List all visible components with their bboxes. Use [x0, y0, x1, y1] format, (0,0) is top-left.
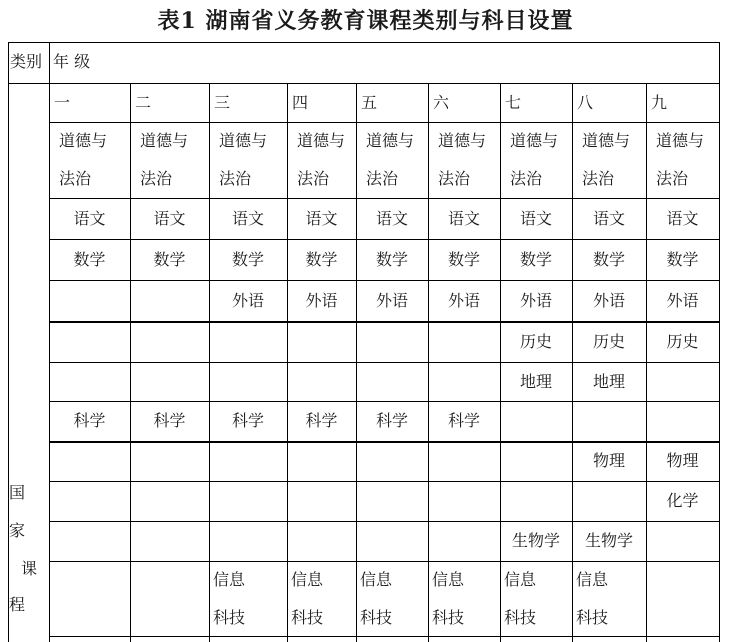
subject-cell: 物理	[666, 451, 699, 470]
category-divider	[49, 42, 50, 642]
subject-cell: 外语	[375, 291, 408, 310]
subject-cell: 化学	[666, 491, 699, 510]
subject-cell: 数学	[447, 250, 480, 269]
subject-cell: 信息 科技	[432, 570, 465, 627]
subject-cell: 语文	[666, 209, 699, 228]
row-divider	[49, 441, 720, 443]
subject-cell: 道德与 法治	[582, 131, 631, 188]
subject-cell: 信息 科技	[291, 570, 324, 627]
grade-header: 八	[577, 93, 594, 112]
subject-cell: 外语	[231, 291, 264, 310]
grade-header: 三	[214, 93, 231, 112]
table-border-top	[8, 42, 720, 43]
subject-cell: 道德与 法治	[656, 131, 705, 188]
row-divider	[49, 239, 720, 240]
row-divider	[49, 321, 720, 323]
subject-cell: 信息 科技	[213, 570, 246, 627]
row-divider	[49, 280, 720, 281]
row-divider	[49, 362, 720, 363]
subject-cell: 道德与 法治	[219, 131, 268, 188]
header-category: 类别	[10, 52, 43, 71]
row-divider	[49, 481, 720, 482]
row-divider	[49, 198, 720, 199]
subject-cell: 道德与 法治	[140, 131, 189, 188]
row-divider	[49, 521, 720, 522]
subject-cell: 数学	[305, 250, 338, 269]
grade-header: 二	[135, 93, 152, 112]
subject-cell: 语文	[231, 209, 264, 228]
subject-cell: 科学	[447, 411, 480, 430]
header-grade: 年 级	[53, 52, 91, 71]
subject-cell: 语文	[592, 209, 625, 228]
grade-header: 一	[54, 93, 71, 112]
grade-header: 四	[292, 93, 309, 112]
subject-cell: 语文	[447, 209, 480, 228]
row-divider	[49, 401, 720, 402]
subject-cell: 生物学	[511, 531, 560, 550]
subject-cell: 生物学	[584, 531, 633, 550]
subject-cell: 道德与 法治	[297, 131, 346, 188]
subject-cell: 数学	[231, 250, 264, 269]
subject-cell: 科学	[153, 411, 186, 430]
subject-cell: 数学	[153, 250, 186, 269]
subject-cell: 信息 科技	[504, 570, 537, 627]
subject-cell: 历史	[519, 332, 552, 351]
grade-header: 六	[433, 93, 450, 112]
table-title: 表1 湖南省义务教育课程类别与科目设置	[157, 8, 574, 34]
subject-cell: 科学	[375, 411, 408, 430]
subject-cell: 外语	[666, 291, 699, 310]
subject-cell: 科学	[231, 411, 264, 430]
grade-header: 九	[651, 93, 668, 112]
category-char: 国	[9, 483, 26, 502]
grade-header: 五	[361, 93, 378, 112]
subject-cell: 地理	[519, 372, 552, 391]
subject-cell: 道德与 法治	[366, 131, 415, 188]
subject-cell: 地理	[592, 372, 625, 391]
subject-cell: 语文	[519, 209, 552, 228]
category-char: 程	[9, 595, 26, 614]
subject-cell: 历史	[592, 332, 625, 351]
header-divider	[8, 83, 720, 84]
subject-cell: 语文	[305, 209, 338, 228]
subject-cell: 信息 科技	[360, 570, 393, 627]
subject-cell: 外语	[447, 291, 480, 310]
subject-cell: 语文	[73, 209, 106, 228]
table-border-left	[8, 42, 9, 642]
category-char: 家	[9, 521, 26, 540]
subject-cell: 外语	[519, 291, 552, 310]
subject-cell: 历史	[666, 332, 699, 351]
grade-header: 七	[505, 93, 522, 112]
subject-cell: 语文	[153, 209, 186, 228]
subject-cell: 数学	[666, 250, 699, 269]
subject-cell: 数学	[73, 250, 106, 269]
subject-cell: 道德与 法治	[438, 131, 487, 188]
subject-cell: 外语	[305, 291, 338, 310]
subject-cell: 科学	[305, 411, 338, 430]
subject-cell: 数学	[592, 250, 625, 269]
subject-cell: 道德与 法治	[510, 131, 559, 188]
subject-cell: 外语	[592, 291, 625, 310]
category-char: 课	[21, 559, 38, 578]
subject-cell: 物理	[592, 451, 625, 470]
subject-cell: 数学	[519, 250, 552, 269]
subject-cell: 语文	[375, 209, 408, 228]
subject-cell: 科学	[73, 411, 106, 430]
subject-cell: 道德与 法治	[59, 131, 108, 188]
subject-cell: 数学	[375, 250, 408, 269]
subject-cell: 信息 科技	[576, 570, 609, 627]
